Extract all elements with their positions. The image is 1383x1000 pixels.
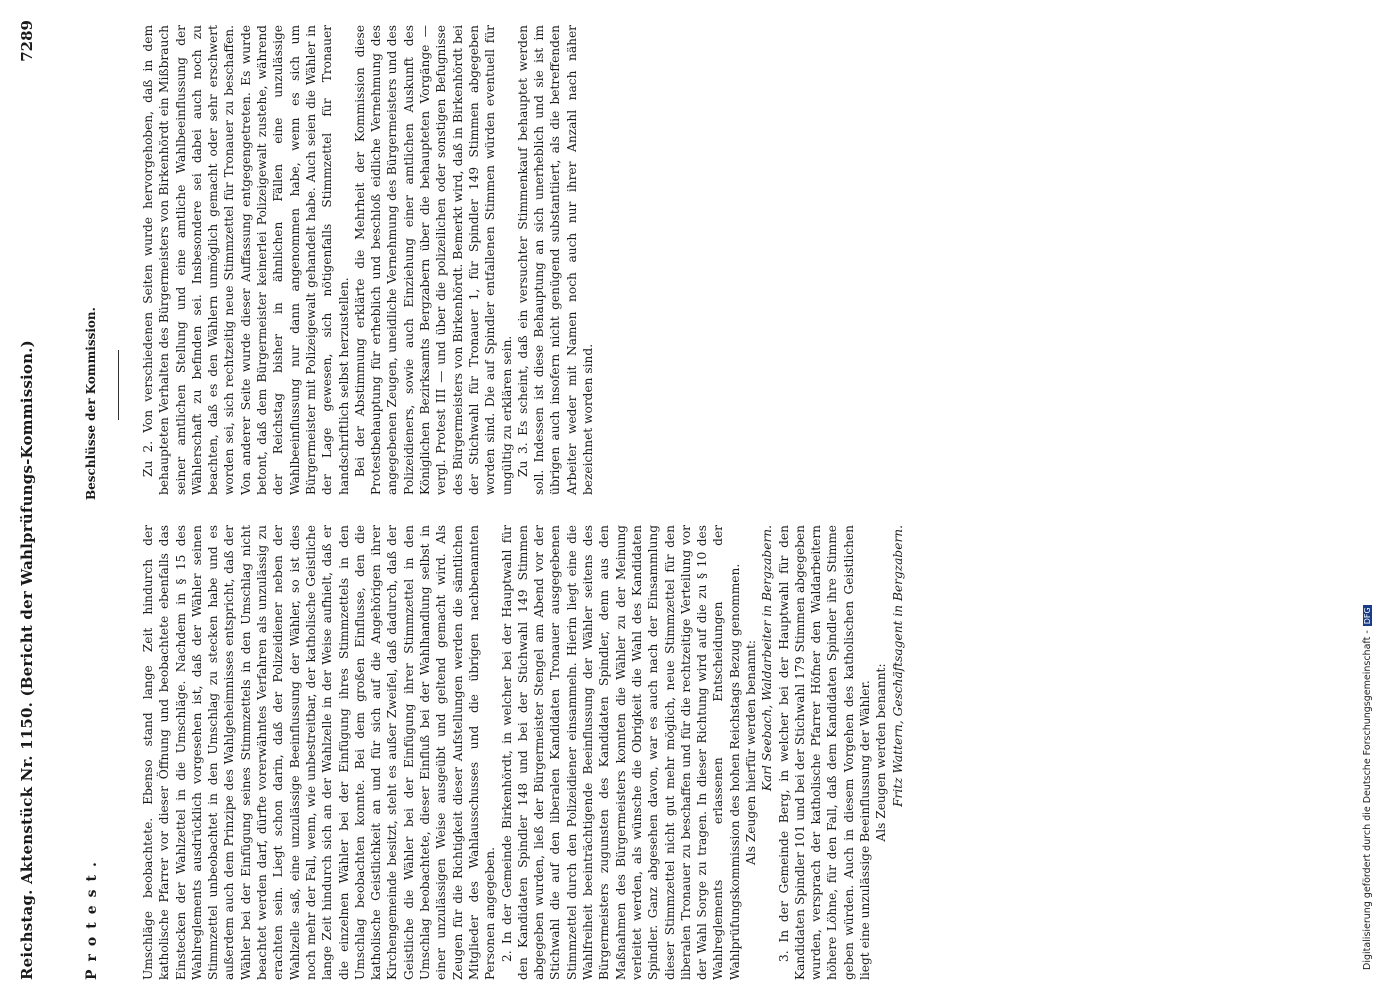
paragraph: Umschläge beobachtete. Ebenso stand lange Zeit hindurch der katholische Pfarrer vor dieser Öffnung und beobachtete ebenfalls das Einstecken der Wahlzettel in die Umschläge. Nachdem in § 15 des Wahlreglements ausdrücklich vorgesehen ist, daß der Wähler seinen Stimmzettel unbeobachtet in den Umschlag zu stecken habe und es außerdem auch dem Prinzipe des Wahlgeheimnisses entspricht, daß der Wähler bei der Einfügung seines Stimmzettels in den Umschlag nicht beachtet werden darf, dürfte vorerwähntes Verfahren als unzulässig zu erachten sein. Liegt schon darin, daß der Polizeidiener neben der Wahlzelle saß, eine unzulässige Beeinflussung der Wähler, so ist dies noch mehr der Fall, wenn, wie unbestreitbar, der katholische Geistliche lange Zeit hindurch sich an der Wahlzelle in der Weise aufhielt, daß er die einzelnen Wähler bei der Einfügung ihres Stimmzettels in den Umschlag beobachten konnte. Bei dem großen Einflusse, den die katholische Geistlichkeit an und für sich auf die Angehörigen ihrer Kirchengemeinde besitzt, steht es außer Zweifel, daß dadurch, daß der Geistliche die Wähler bei der Einfügung ihrer Stimmzettel in den Umschlag beobachtete, dieser Einfluß bei der Wahlhandlung selbst in einer unzulässigen Weise ausgeübt und geltend gemacht wird. Als Zeugen für die Richtigkeit dieser Aufstellungen werden die sämtlichen Mitglieder des Wahlausschusses und die übrigen nachbenannten Personen angegeben. [141,525,498,980]
digitization-footer [1362,605,1373,970]
page-header [18,20,128,980]
witness-name: Fritz Wattern, Geschäftsagent in Bergzabern. [890,525,905,807]
witness-name: Karl Seebach, Waldarbeiter in Bergzabern. [760,525,775,792]
paragraph: 2. In der Gemeinde Birkenhördt, in welcher bei der Hauptwahl für den Kandidaten Spindler 148 und bei der Stichwahl 149 Stimmen abgegeben wurden, ließ der Bürgermeister Stengel am Abend vor der Stichwahl die auf den liberalen Kandidaten Tronauer ausgegebenen Stimmzettel durch den Polizeidiener einsammeln. Hierin liegt eine die Wahlfreiheit beeinträchtigende Beeinflussung der Wähler seitens des Bürgermeisters zugunsten des Kandidaten Spindler, denn aus den Maßnahmen des Bürgermeisters konnten die Wähler zu der Meinung verleitet werden, als wünsche die Obrigkeit die Wahl des Kandidaten Spindler. Ganz abgesehen davon, war es auch nach der Einsammlung dieser Stimmzettel nicht gut mehr möglich, neue Stimmzettel für den liberalen Tronauer zu beschaffen und für die rechtzeitige Verteilung vor der Wahl Sorge zu tragen. In dieser Richtung wird auf die zu § 10 des Wahlreglements erlassenen Entscheidungen der Wahlprüfungskommission des hohen Reichstags Bezug genommen. [499,525,742,980]
paragraph: 3. In der Gemeinde Berg, in welcher bei der Hauptwahl für den Kandidaten Spindler 101 und bei der Stichwahl 179 Stimmen abgegeben wurden, versprach der katholische Pfarrer Höfner den Waldarbeitern höhere Löhne, für den Fall, daß dem Kandidaten Spindler ihre Stimme geben würden. Auch in diesem Vorgehen des katholischen Geistlichen liegt eine unzulässige Beeinflussung der Wähler. [776,525,873,980]
paragraph: Zu 2. Von verschiedenen Seiten wurde hervorgehoben, daß in dem behaupteten Verhalten des Bürgermeisters von Birkenhördt ein Mißbrauch seiner amtlichen Stellung und eine amtliche Wahlbeeinflussung der Wählerschaft zu befinden sei. Insbesondere sei dabei auch noch zu beachten, daß es den Wählern unmöglich gemacht oder sehr erschwert worden sei, sich rechtzeitig neue Stimmzettel für Tronauer zu beschaffen. Von anderer Seite wurde dieser Auffassung entgegengetreten. Es wurde betont, daß dem Bürgermeister keinerlei Polizeigewalt zustehe, während der Reichstag bisher in ähnlichen Fällen eine unzulässige Wahlbeeinflussung nur dann angenommen habe, wenn es sich um Bürgermeister mit Polizeigewalt gehandelt habe. Auch seien die Wähler in der Lage gewesen, sich nötigenfalls Stimmzettel für Tronauer handschriftlich selbst herzustellen. [141,25,351,495]
section-subtitle: Beschlüsse der Kommission. [84,307,98,500]
running-title: Reichstag. Aktenstück Nr. 1150. (Bericht der Wahlprüfungs-Kommission.) [18,340,36,980]
page-number: 7289 [18,20,36,62]
witness-intro: Als Zeugen hierfür werden benannt: [743,640,758,865]
paragraph: Zu 3. Es scheint, daß ein versuchter Stimmenkauf behauptet werden soll. Indessen ist diese Behauptung an sich unerheblich und sie ist im übrigen auch insofern nicht genügend substantiiert, als die betreffenden Arbeiter weder mit Namen noch auch nur ihrer Anzahl nach näher bezeichnet worden sind. [515,25,596,495]
footer-text: Digitalisierung gefördert durch die Deutsche Forschungsgemeinschaft - [1362,630,1373,970]
witness-intro: Als Zeugen werden benannt: [874,663,889,842]
section-title: Protest. [84,854,100,980]
subtitle-rule [118,350,119,420]
dfg-logo-icon: DFG [1363,607,1372,625]
column-left [140,525,906,980]
paragraph: Bei der Abstimmung erklärte die Mehrheit der Kommission diese Protestbehauptung für erheblich und beschloß eidliche Vernehmung des angegebenen Zeugen, uneidliche Vernehmung des Bürgermeisters und des Polizeidieners, sowie auch Einziehung einer amtlichen Auskunft des Königlichen Bezirksamts Bergzabern über die behaupteten Vorgänge — vergl. Protest III — und über die polizeilichen oder sonstigen Befugnisse des Bürgermeisters von Birkenhördt. Bemerkt wird, daß in Birkenhördt bei der Stichwahl für Tronauer 1, für Spindler 149 Stimmen abgegeben worden sind. Die auf Spindler entfallenen Stimmen würden eventuell für ungültig zu erklären sein. [352,25,514,495]
column-right [140,25,596,495]
